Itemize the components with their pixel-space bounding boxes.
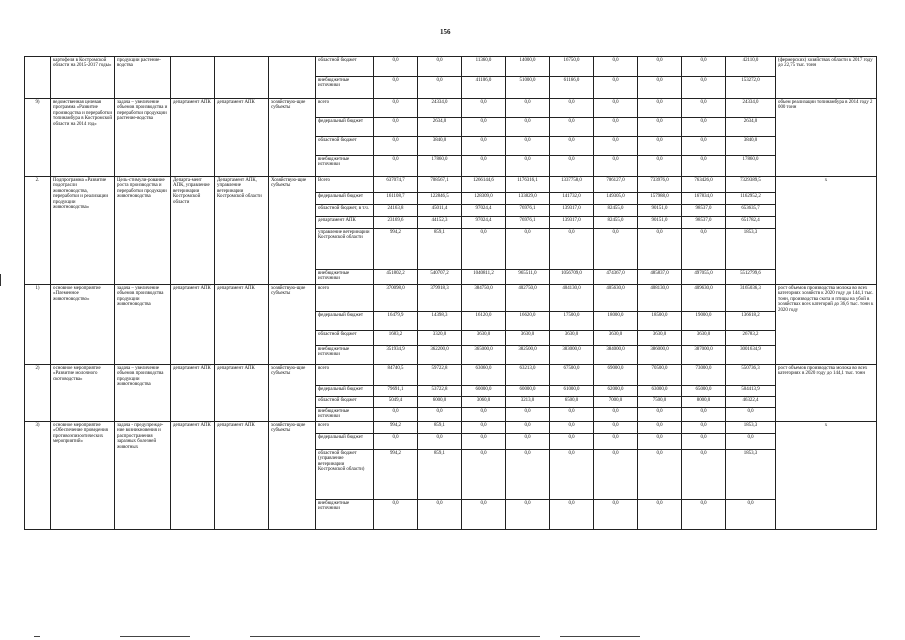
- responsible-executor: [171, 57, 215, 99]
- table-cell-value: 0,0: [594, 433, 638, 449]
- responsible-executor: департамент АПК: [171, 285, 215, 365]
- funding-source: областной бюджет: [316, 397, 374, 408]
- funding-source: внебюджетные источники: [316, 346, 374, 365]
- row-index: 1): [25, 285, 51, 365]
- table-cell-value: 0,0: [726, 408, 776, 422]
- table-row: [25, 99, 877, 118]
- table-body: [25, 57, 877, 530]
- table-cell-value: 0,0: [594, 499, 638, 529]
- table-cell-value: 733976,0: [638, 177, 682, 193]
- table-cell-value: 0,0: [594, 449, 638, 499]
- table-row: [25, 285, 877, 312]
- table-cell-value: 362200,0: [418, 346, 462, 365]
- table-cell-value: 485837,0: [638, 270, 682, 285]
- table-cell-value: 0,0: [462, 137, 506, 156]
- table-cell-value: 706127,0: [594, 177, 638, 193]
- table-cell-value: 44152,3: [418, 217, 462, 229]
- program-name: основное мероприятие «Развитие молочного скотоводства»: [51, 365, 115, 422]
- bottom-rule: [250, 636, 540, 637]
- funding-source: всего: [316, 285, 374, 312]
- table-cell-value: 3165036,3: [726, 285, 776, 312]
- table-cell-value: 994,2: [374, 421, 418, 433]
- table-cell-value: 3840,0: [418, 137, 462, 156]
- table-cell-value: 0,0: [550, 499, 594, 529]
- program-finance-table: [24, 56, 877, 530]
- table-cell-value: 384750,0: [462, 285, 506, 312]
- table-cell-value: 0,0: [594, 408, 638, 422]
- table-cell-value: 24334,0: [726, 99, 776, 118]
- table-cell-value: 1162952,2: [726, 193, 776, 205]
- row-index: 9): [25, 99, 51, 177]
- table-cell-value: 3630,0: [550, 331, 594, 346]
- table-cell-value: 0,0: [374, 77, 418, 99]
- table-cell-value: 90151,0: [638, 205, 682, 217]
- table-cell-value: 63060,0: [462, 365, 506, 386]
- program-task: задача - предупрежде-ние возникновения и распространения заразных болезней животных: [115, 421, 171, 529]
- table-cell-value: 0,0: [682, 421, 726, 433]
- table-cell-value: 0,0: [374, 408, 418, 422]
- table-cell-value: 7500,0: [638, 397, 682, 408]
- program-task: Цель-стимули-рование роста производства и переработки продукции животноводства: [115, 177, 171, 285]
- participants: хозяйствую-щие субъекты: [269, 99, 316, 177]
- table-cell-value: 0,0: [682, 137, 726, 156]
- table-cell-value: 0,0: [462, 433, 506, 449]
- table-cell-value: 2634,0: [418, 118, 462, 137]
- table-cell-value: 651782,4: [726, 217, 776, 229]
- table-cell-value: 402750,0: [506, 285, 550, 312]
- page-number: 156: [440, 28, 451, 36]
- table-row: [25, 421, 877, 433]
- funding-source: федеральный бюджет: [316, 312, 374, 331]
- table-cell-value: 61000,0: [550, 386, 594, 397]
- table-cell-value: 98537,0: [682, 217, 726, 229]
- co-executor: департамент АПК: [215, 365, 269, 422]
- co-executor: департамент АПК: [215, 285, 269, 365]
- table-cell-value: 139317,0: [550, 217, 594, 229]
- program-task: задача – увеличение объемов производства и переработки продукции растение-водства: [115, 99, 171, 177]
- table-cell-value: 859,1: [418, 421, 462, 433]
- table-cell-value: 0,0: [550, 408, 594, 422]
- table-cell-value: 0,0: [506, 99, 550, 118]
- table-cell-value: 73000,0: [682, 365, 726, 386]
- funding-source: внебюджетные источники: [316, 77, 374, 99]
- co-executor: [215, 57, 269, 99]
- table-cell-value: 409630,0: [682, 285, 726, 312]
- table-cell-value: 0,0: [462, 499, 506, 529]
- table-cell-value: 0,0: [418, 77, 462, 99]
- table-cell-value: 63213,0: [506, 365, 550, 386]
- table-cell-value: 994,2: [374, 229, 418, 270]
- program-name: Подпрограмма «Развитие подотрасли животноводства, переработки и реализации продукции животноводства»: [51, 177, 115, 285]
- responsible-executor: департамент АПК: [171, 365, 215, 422]
- table-cell-value: 0,0: [638, 421, 682, 433]
- table-cell-value: 379918,3: [418, 285, 462, 312]
- table-cell-value: 0,0: [682, 118, 726, 137]
- table-cell-value: 0,0: [506, 499, 550, 529]
- margin-mark: [0, 274, 1, 286]
- table-cell-value: 0,0: [550, 449, 594, 499]
- table-cell-value: 0,0: [462, 118, 506, 137]
- table-cell-value: 0,0: [594, 118, 638, 137]
- table-cell-value: 0,0: [550, 118, 594, 137]
- table-cell-value: 0,0: [462, 99, 506, 118]
- not-applicable-mark: x: [776, 177, 877, 285]
- table-cell-value: 405630,0: [594, 285, 638, 312]
- table-cell-value: 3630,0: [462, 331, 506, 346]
- table-cell-value: 1853,3: [726, 421, 776, 433]
- table-cell-value: 3060,0: [462, 397, 506, 408]
- expected-result: рост объемов производства молока во всех категориях в 2020 году до 144,1 тыс. тонн: [776, 365, 877, 422]
- table-cell-value: 0,0: [594, 421, 638, 433]
- table-cell-value: 0,0: [682, 229, 726, 270]
- table-cell-value: 18000,0: [594, 312, 638, 331]
- bottom-rule: [120, 636, 190, 637]
- table-cell-value: 0,0: [462, 229, 506, 270]
- table-cell-value: 370098,0: [374, 285, 418, 312]
- table-cell-value: 84740,5: [374, 365, 418, 386]
- table-cell-value: 53722,8: [418, 386, 462, 397]
- table-cell-value: 1853,3: [726, 229, 776, 270]
- table-cell-value: 0,0: [638, 433, 682, 449]
- table-cell-value: 0,0: [594, 229, 638, 270]
- table-cell-value: 0,0: [374, 137, 418, 156]
- table-cell-value: 0,0: [506, 156, 550, 177]
- table-cell-value: 0,0: [462, 156, 506, 177]
- table-cell-value: 46322,4: [726, 397, 776, 408]
- table-cell-value: 653635,7: [726, 205, 776, 217]
- table-cell-value: 383000,0: [550, 346, 594, 365]
- funding-source: всего: [316, 421, 374, 433]
- table-cell-value: 97024,4: [462, 205, 506, 217]
- table-cell-value: 16120,0: [462, 312, 506, 331]
- table-cell-value: 0,0: [506, 421, 550, 433]
- table-cell-value: 0,0: [638, 408, 682, 422]
- table-cell-value: 504413,9: [726, 386, 776, 397]
- table-cell-value: 451802,2: [374, 270, 418, 285]
- table-cell-value: 0,0: [682, 156, 726, 177]
- table-cell-value: 3213,0: [506, 397, 550, 408]
- table-cell-value: 17500,0: [550, 312, 594, 331]
- table-cell-value: 365000,0: [462, 346, 506, 365]
- table-cell-value: 5512799,6: [726, 270, 776, 285]
- participants: хозяйствую-щие субъекты: [269, 285, 316, 365]
- table-cell-value: 24334,0: [418, 99, 462, 118]
- table-cell-value: 0,0: [682, 499, 726, 529]
- table-cell-value: 1056709,0: [550, 270, 594, 285]
- funding-source: областной бюджет (управление ветеринарии Костромской области): [316, 449, 374, 499]
- funding-source: областной бюджет, в т.ч.: [316, 205, 374, 217]
- funding-source: областной бюджет: [316, 57, 374, 77]
- table-cell-value: 90151,0: [638, 217, 682, 229]
- table-cell-value: 16479,9: [374, 312, 418, 331]
- table-cell-value: 11360,0: [462, 57, 506, 77]
- table-cell-value: 0,0: [594, 77, 638, 99]
- table-cell-value: 0,0: [506, 229, 550, 270]
- not-applicable-mark: x: [776, 421, 877, 529]
- table-cell-value: 0,0: [506, 433, 550, 449]
- table-cell-value: 69000,0: [594, 365, 638, 386]
- table-cell-value: 65000,0: [682, 386, 726, 397]
- table-cell-value: 3630,0: [506, 331, 550, 346]
- table-cell-value: 6000,0: [418, 397, 462, 408]
- table-cell-value: 0,0: [638, 449, 682, 499]
- table-cell-value: 0,0: [638, 229, 682, 270]
- table-cell-value: 61166,0: [550, 77, 594, 99]
- funding-source: внебюджетные источники: [316, 499, 374, 529]
- table-cell-value: 1853,3: [726, 449, 776, 499]
- program-task: продукции растение-водства: [115, 57, 171, 99]
- table-cell-value: 474367,0: [594, 270, 638, 285]
- participants: хозяйствую-щие субъекты: [269, 365, 316, 422]
- expected-result: (фермерских) хозяйствах области к 2017 году до 22,75 тыс. тонн: [776, 57, 877, 99]
- table-cell-value: 0,0: [726, 433, 776, 449]
- table-cell-value: 0,0: [374, 433, 418, 449]
- expected-result: рост объемов производства молока во всех категориях хозяйств к 2020 году до 144,1 тыс. тонн, производства скота и птицы на убой в хозяйствах всех категорий до 36,6 тыс. тонн к 2020 году: [776, 285, 877, 365]
- table-cell-value: 0,0: [550, 421, 594, 433]
- table-cell-value: 70500,0: [638, 365, 682, 386]
- table-cell-value: 497055,0: [682, 270, 726, 285]
- table-cell-value: 6500,0: [550, 397, 594, 408]
- table-row: [25, 57, 877, 77]
- table-cell-value: 8000,0: [682, 397, 726, 408]
- funding-source: внебюджетные источники: [316, 156, 374, 177]
- table-cell-value: 0,0: [506, 137, 550, 156]
- participants: Хозяйствую-щие субъекты: [269, 177, 316, 285]
- table-cell-value: 17860,0: [418, 156, 462, 177]
- table-cell-value: 0,0: [550, 99, 594, 118]
- table-cell-value: 1176316,1: [506, 177, 550, 193]
- funding-source: департамент АПК: [316, 217, 374, 229]
- table-cell-value: 19000,0: [682, 312, 726, 331]
- table-cell-value: 62000,0: [594, 386, 638, 397]
- funding-source: внебюджетные источники: [316, 408, 374, 422]
- table-cell-value: 0,0: [550, 229, 594, 270]
- table-cell-value: 0,0: [638, 99, 682, 118]
- table-cell-value: 994,2: [374, 449, 418, 499]
- table-cell-value: 1266144,6: [462, 177, 506, 193]
- table-row: [25, 365, 877, 386]
- table-cell-value: 7329389,5: [726, 177, 776, 193]
- participants: [269, 57, 316, 99]
- table-cell-value: 3630,0: [638, 331, 682, 346]
- table-cell-value: 79691,1: [374, 386, 418, 397]
- table-cell-value: 965511,0: [506, 270, 550, 285]
- table-cell-value: 67500,0: [550, 365, 594, 386]
- table-cell-value: 98537,0: [682, 205, 726, 217]
- participants: хозяйствую-щие субъекты: [269, 421, 316, 529]
- program-name: основное мероприятие «Обеспечение проведения противоэпизоотических мероприятий»: [51, 421, 115, 529]
- table-cell-value: 0,0: [682, 408, 726, 422]
- funding-source: управление ветеринарии Костромской области: [316, 229, 374, 270]
- program-task: задача – увеличение объемов производства продукции животноводства: [115, 285, 171, 365]
- table-cell-value: 18500,0: [638, 312, 682, 331]
- table-cell-value: 16620,0: [506, 312, 550, 331]
- program-name: основное мероприятие «Племенное животноводство»: [51, 285, 115, 365]
- table-cell-value: 387000,0: [682, 346, 726, 365]
- table-cell-value: 97024,4: [462, 217, 506, 229]
- table-cell-value: 0,0: [682, 433, 726, 449]
- table-cell-value: 384000,0: [594, 346, 638, 365]
- table-cell-value: 0,0: [550, 156, 594, 177]
- table-cell-value: 157988,0: [638, 193, 682, 205]
- table-cell-value: 0,0: [682, 57, 726, 77]
- table-cell-value: 859,1: [418, 449, 462, 499]
- table-cell-value: 351934,9: [374, 346, 418, 365]
- table-cell-value: 0,0: [462, 408, 506, 422]
- table-cell-value: 133829,0: [506, 193, 550, 205]
- table-cell-value: 16750,0: [550, 57, 594, 77]
- co-executor: департамент АПК: [215, 99, 269, 177]
- row-index: [25, 57, 51, 99]
- table-cell-value: 0,0: [594, 156, 638, 177]
- table-cell-value: 0,0: [374, 499, 418, 529]
- table-cell-value: 3840,0: [726, 137, 776, 156]
- table-cell-value: 51000,0: [506, 77, 550, 99]
- table-cell-value: 167834,0: [682, 193, 726, 205]
- table-cell-value: 0,0: [418, 433, 462, 449]
- table-cell-value: 60000,0: [462, 386, 506, 397]
- table-cell-value: 0,0: [550, 433, 594, 449]
- table-cell-value: 0,0: [374, 156, 418, 177]
- bottom-rule: [560, 636, 640, 637]
- table-cell-value: 82455,0: [594, 217, 638, 229]
- table-cell-value: 26783,2: [726, 331, 776, 346]
- table-cell-value: 153272,0: [726, 77, 776, 99]
- table-cell-value: 3320,0: [418, 331, 462, 346]
- table-cell-value: 14398,3: [418, 312, 462, 331]
- table-cell-value: 708567,1: [418, 177, 462, 193]
- table-cell-value: 76976,1: [506, 217, 550, 229]
- row-index: 2): [25, 365, 51, 422]
- co-executor: департамент АПК: [215, 421, 269, 529]
- table-cell-value: 382500,0: [506, 346, 550, 365]
- table-cell-value: 550736,3: [726, 365, 776, 386]
- table-cell-value: 404130,0: [550, 285, 594, 312]
- table-cell-value: 0,0: [638, 499, 682, 529]
- table-cell-value: 0,0: [550, 137, 594, 156]
- table-cell-value: 540707,2: [418, 270, 462, 285]
- table-cell-value: 128309,0: [462, 193, 506, 205]
- table-cell-value: 1040811,2: [462, 270, 506, 285]
- table-cell-value: 3630,0: [682, 331, 726, 346]
- table-cell-value: 408130,0: [638, 285, 682, 312]
- table-cell-value: 0,0: [374, 57, 418, 77]
- funding-source: федеральный бюджет: [316, 193, 374, 205]
- table-cell-value: 0,0: [374, 99, 418, 118]
- funding-source: федеральный бюджет: [316, 386, 374, 397]
- table-cell-value: 0,0: [638, 156, 682, 177]
- expected-result: объем реализации топинамбура в 2014 году 2 000 тонн: [776, 99, 877, 177]
- funding-source: Всего: [316, 177, 374, 193]
- table-cell-value: 386000,0: [638, 346, 682, 365]
- table-cell-value: 0,0: [726, 499, 776, 529]
- table-cell-value: 17860,0: [726, 156, 776, 177]
- funding-source: всего: [316, 99, 374, 118]
- table-cell-value: 5049,4: [374, 397, 418, 408]
- table-cell-value: 136618,2: [726, 312, 776, 331]
- table-cell-value: 0,0: [638, 57, 682, 77]
- table-cell-value: 63000,0: [638, 386, 682, 397]
- table-cell-value: 637074,7: [374, 177, 418, 193]
- table-cell-value: 1683,2: [374, 331, 418, 346]
- table-cell-value: 7000,0: [594, 397, 638, 408]
- table-cell-value: 24163,8: [374, 205, 418, 217]
- co-executor: Департамент АПК, управление ветеринарии Костромской области: [215, 177, 269, 285]
- row-index: 2.: [25, 177, 51, 285]
- table-cell-value: 0,0: [462, 449, 506, 499]
- bottom-rule: [34, 636, 40, 637]
- table-cell-value: 141732,0: [550, 193, 594, 205]
- table-cell-value: 59722,8: [418, 365, 462, 386]
- table-cell-value: 3630,0: [594, 331, 638, 346]
- table-cell-value: 0,0: [506, 408, 550, 422]
- table-cell-value: 0,0: [418, 57, 462, 77]
- funding-source: всего: [316, 365, 374, 386]
- table-cell-value: 45011,4: [418, 205, 462, 217]
- program-task: задача – увеличение объемов производства продукции животноводства: [115, 365, 171, 422]
- funding-source: федеральный бюджет: [316, 118, 374, 137]
- table-cell-value: 161108,7: [374, 193, 418, 205]
- table-cell-value: 0,0: [638, 137, 682, 156]
- table-cell-value: 0,0: [594, 137, 638, 156]
- table-cell-value: 763426,0: [682, 177, 726, 193]
- row-index: 3): [25, 421, 51, 529]
- table-cell-value: 0,0: [638, 118, 682, 137]
- table-cell-value: 23169,6: [374, 217, 418, 229]
- table-cell-value: 0,0: [638, 77, 682, 99]
- table-cell-value: 122846,5: [418, 193, 462, 205]
- program-name: ведомственная целевая программа «Развитие производства и переработки топинамбура в Костромской области на 2014 год»: [51, 99, 115, 177]
- table-cell-value: 0,0: [418, 499, 462, 529]
- funding-source: федеральный бюджет: [316, 433, 374, 449]
- table-cell-value: 41106,0: [462, 77, 506, 99]
- table-cell-value: 0,0: [418, 408, 462, 422]
- table-row: [25, 177, 877, 193]
- table-cell-value: 0,0: [682, 99, 726, 118]
- responsible-executor: департамент АПК: [171, 421, 215, 529]
- table-cell-value: 42110,0: [726, 57, 776, 77]
- table-cell-value: 0,0: [506, 449, 550, 499]
- funding-source: областной бюджет: [316, 137, 374, 156]
- table-cell-value: 0,0: [682, 77, 726, 99]
- table-cell-value: 60000,0: [506, 386, 550, 397]
- table-cell-value: 76976,1: [506, 205, 550, 217]
- table-cell-value: 139317,0: [550, 205, 594, 217]
- table-cell-value: 859,1: [418, 229, 462, 270]
- table-cell-value: 3001634,9: [726, 346, 776, 365]
- table-cell-value: 0,0: [374, 118, 418, 137]
- program-name: картофеля в Костромской области на 2015-2017 годы»: [51, 57, 115, 99]
- table-cell-value: 14000,0: [506, 57, 550, 77]
- table-cell-value: 0,0: [682, 449, 726, 499]
- table-cell-value: 2634,0: [726, 118, 776, 137]
- funding-source: областной бюджет: [316, 331, 374, 346]
- table-cell-value: 0,0: [594, 99, 638, 118]
- table-cell-value: 1337758,0: [550, 177, 594, 193]
- table-cell-value: 149305,0: [594, 193, 638, 205]
- responsible-executor: Департа-мент АПК, управление ветеринарии Костромской области: [171, 177, 215, 285]
- table-cell-value: 82455,0: [594, 205, 638, 217]
- table-cell-value: 0,0: [462, 421, 506, 433]
- funding-source: внебюджетные источники: [316, 270, 374, 285]
- table-cell-value: 0,0: [506, 118, 550, 137]
- table-cell-value: 0,0: [594, 57, 638, 77]
- responsible-executor: департамент АПК: [171, 99, 215, 177]
